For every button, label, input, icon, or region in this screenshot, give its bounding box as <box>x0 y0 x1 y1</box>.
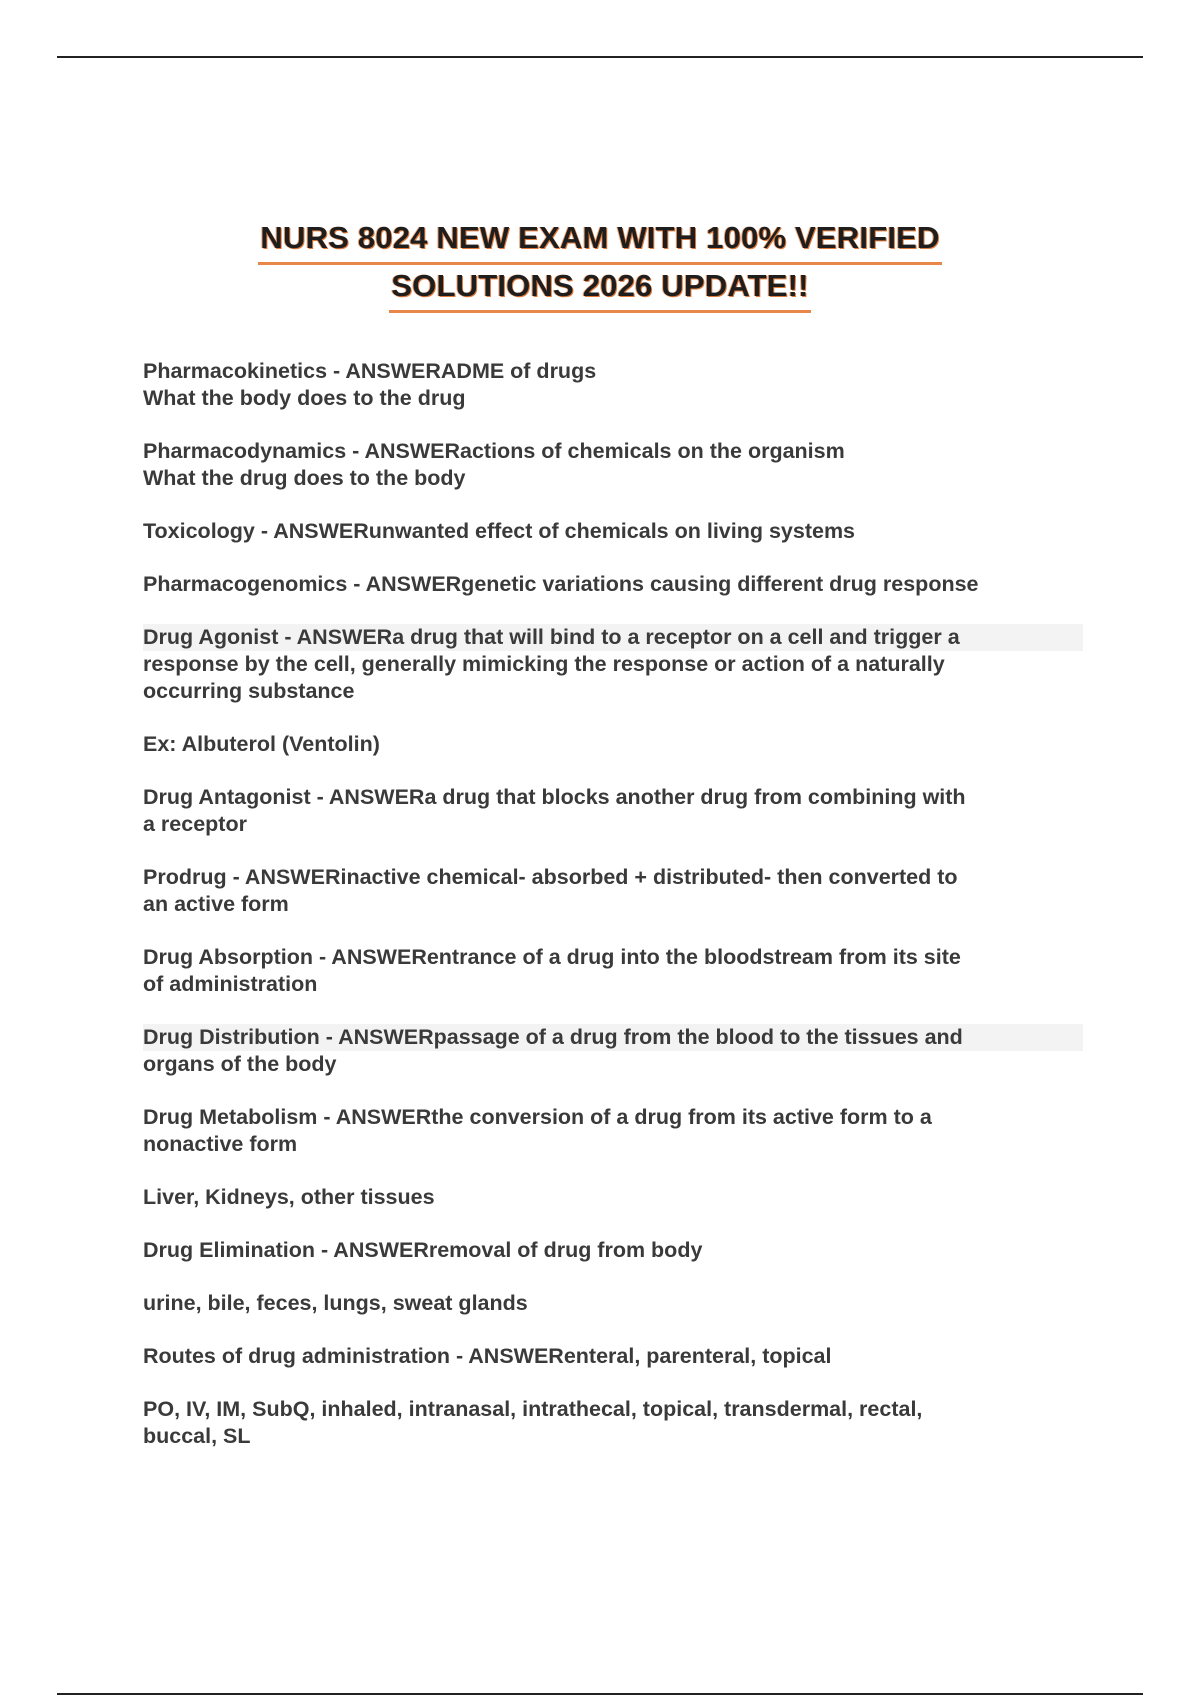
qa-entry-elimination-routes <box>143 1290 1083 1317</box>
top-rule <box>57 56 1143 58</box>
entry-line: organs of the body <box>143 1052 337 1076</box>
entry-line: Drug Metabolism - ANSWERthe conversion of a drug from its active form to a <box>143 1105 932 1129</box>
qa-entry-route-list <box>143 1396 1083 1450</box>
entry-line: Ex: Albuterol (Ventolin) <box>143 732 380 756</box>
qa-entry-routes-of-administration <box>143 1343 1083 1370</box>
qa-entry-prodrug <box>143 864 1083 918</box>
entry-line: response by the cell, generally mimicking the response or action of a naturally <box>143 652 945 676</box>
qa-entry-drug-metabolism <box>143 1104 1083 1158</box>
entry-line: of administration <box>143 972 318 996</box>
qa-entry-pharmacodynamics <box>143 438 1083 492</box>
entry-line: Drug Antagonist - ANSWERa drug that blocks another drug from combining with <box>143 785 966 809</box>
qa-entry-drug-elimination <box>143 1237 1083 1264</box>
title-line-2: SOLUTIONS 2026 UPDATE!! <box>389 262 810 313</box>
entry-line: Drug Elimination - ANSWERremoval of drug from body <box>143 1238 703 1262</box>
qa-entry-pharmacokinetics <box>143 358 1083 412</box>
entry-line: occurring substance <box>143 679 355 703</box>
entry-line: Liver, Kidneys, other tissues <box>143 1185 435 1209</box>
entry-line: an active form <box>143 892 289 916</box>
qa-entry-drug-antagonist <box>143 784 1083 838</box>
entry-line: buccal, SL <box>143 1424 251 1448</box>
entry-line: Drug Agonist - ANSWERa drug that will bind to a receptor on a cell and trigger a <box>143 624 1083 651</box>
entry-line: Drug Absorption - ANSWERentrance of a drug into the bloodstream from its site <box>143 945 961 969</box>
entry-line: Pharmacodynamics - ANSWERactions of chemicals on the organism <box>143 439 845 463</box>
entry-line: a receptor <box>143 812 247 836</box>
entry-line: What the drug does to the body <box>143 466 466 490</box>
entry-line: What the body does to the drug <box>143 386 466 410</box>
qa-entry-toxicology <box>143 518 1083 545</box>
qa-entry-metabolism-sites <box>143 1184 1083 1211</box>
entry-line: Toxicology - ANSWERunwanted effect of chemicals on living systems <box>143 519 856 543</box>
document-title <box>0 214 1200 310</box>
entry-line: Pharmacokinetics - ANSWERADME of drugs <box>143 359 597 383</box>
entry-line: Prodrug - ANSWERinactive chemical- absorbed + distributed- then converted to <box>143 865 958 889</box>
entry-line: urine, bile, feces, lungs, sweat glands <box>143 1291 528 1315</box>
bottom-rule <box>57 1693 1143 1695</box>
entry-line: Drug Distribution - ANSWERpassage of a drug from the blood to the tissues and <box>143 1024 1083 1051</box>
title-line-1: NURS 8024 NEW EXAM WITH 100% VERIFIED <box>258 214 941 265</box>
qa-entry-agonist-example <box>143 731 1083 758</box>
entry-line: Routes of drug administration - ANSWERenteral, parenteral, topical <box>143 1344 832 1368</box>
qa-entry-drug-agonist <box>143 624 1083 705</box>
entry-line: Pharmacogenomics - ANSWERgenetic variations causing different drug response <box>143 572 979 596</box>
entry-line: nonactive form <box>143 1132 298 1156</box>
qa-list <box>143 358 1083 1476</box>
qa-entry-pharmacogenomics <box>143 571 1083 598</box>
qa-entry-drug-distribution <box>143 1024 1083 1078</box>
entry-line: PO, IV, IM, SubQ, inhaled, intranasal, intrathecal, topical, transdermal, rectal, <box>143 1397 923 1421</box>
qa-entry-drug-absorption <box>143 944 1083 998</box>
